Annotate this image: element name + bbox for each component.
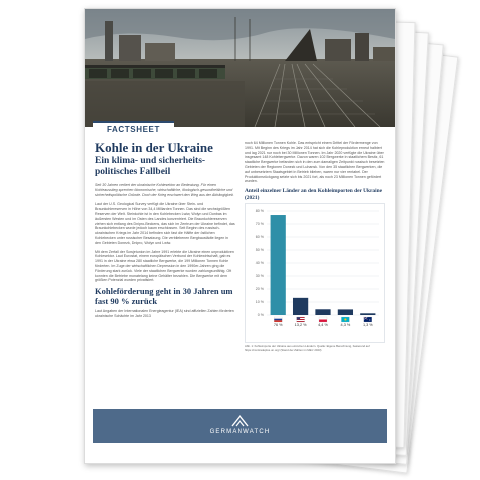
factsheet-page (84, 8, 396, 464)
right-column (245, 141, 385, 353)
y-tick-label: 60 % (255, 235, 264, 240)
germanwatch-logo-icon (230, 414, 250, 428)
poland-flag-icon (319, 317, 327, 320)
usa-flag-icon (297, 320, 305, 321)
bar-value-label: 4,4 % (318, 322, 328, 327)
chart-source-note: Abb. 1: Kohleimporte der Ukraine aus einzelnen Ländern. Quelle: Eigene Berechnung, basierend auf https://comtradeplus.un.org/ (Stand der Zahlen im März 2023) (245, 343, 370, 352)
russia-flag-icon (274, 317, 282, 319)
y-tick-label: 0 % (257, 313, 264, 318)
bar-value-label: 76 % (273, 322, 283, 327)
chart-bar (360, 313, 375, 315)
factsheet-label: FACTSHEET (93, 121, 174, 137)
lead-paragraph: Seit 30 Jahren verliert der ukrainische Kohlesektor an Bedeutung. Für einen Kohleausstieg sprechen ökonomische, wirtschaftliche, ökologisch-gesundheitliche und sicherheitspolitische Gründe. Doch der Krieg erschwert den Weg aus der Abhängigkeit. (95, 183, 234, 197)
left-column (95, 141, 235, 323)
poland-flag-icon (319, 319, 327, 322)
body-paragraph: Laut Angaben der Internationalen Energieagentur (IEA) sind affiziellen Zahlen förderten ukrainische Schächte im Jahr 2013 (95, 309, 234, 318)
y-tick-label: 20 % (255, 287, 264, 292)
body-paragraph: Laut der U.S. Geological Survey verfügt die Ukraine über Stein- und Braunkohlereserven in Höhe von 34,4 Milliarden Tonnen. Das sind die sechstgrößten Reserven der Welt. Steinkohle ist in den Kohlebecken Lwiw, Wolyn und Donbas im äußersten Westen und im Osten des Landes konzentriert. Die Braunkohlereserven ziehen sich entlang des Dnipro-Beckens, das sich im Zentrum der Ukraine befindet, das Braunkohlebecken wurde jedoch kaum erschlossen. Seit Beginn des russisch-ukrainischen Kriegs im Jahr 2014 befinden sich fast die Hälfte der östlichen Kohlebecken unter russischer Besatzung. Die verbliebenen Bergbaustädte liegen in den Gebieten Donezk, Dnipro, Wolyn und Lwiw. (95, 202, 235, 245)
y-tick-label: 40 % (255, 261, 264, 266)
footer-band (93, 409, 387, 443)
chart-bar (338, 309, 353, 315)
coal-imports-chart (245, 203, 385, 343)
australia-flag-icon (369, 319, 370, 320)
section-heading: Kohleförderung geht in 30 Jahren um fast 90 % zurück (95, 286, 233, 306)
hero-photo-coal-yard (85, 9, 395, 127)
body-paragraph: noch 64 Millionen Tonnen Kohle. Das entspricht einem Drittel der Fördermenge von 1991. Mit Beginn des Kriegs im Jahr 2014 hat sich die Kohleproduktion erneut halbiert und lag 2021 nur noch bei 30 Millionen Tonnen. Im Jahr 2020 verfügte die Ukraine über insgesamt 148 Kohlebergwerke. Davon waren 102 Bergwerke in staatlichem Besitz, 61 staatliche Bergwerke befanden sich in den zum damaligen Zeitpunkt russisch besetzten Gebieten der Regionen Donezk und Luhansk. Von den 35 staatlichen Bergwerken, die auf unbesetztem Staatsgebiet in Betrieb blieben, waren nur vier rentabel. Der Produktionsrückgang setzte sich bis 2021 fort, als noch 23 Millionen Tonnen gefördert wurden. (245, 141, 385, 184)
chart-bar (315, 309, 330, 315)
y-tick-label: 10 % (255, 300, 264, 305)
y-tick-label: 30 % (255, 274, 264, 279)
y-tick-label: 70 % (255, 222, 264, 227)
body-paragraph: Mit dem Zerfall der Sowjetunion im Jahre 1991 erlebte die Ukraine einen unproduktiven Kohlesektor. Laut Eurostat, einem europäischen Verbund der Kohlewirtschaft, gab es 1991 in der Ukraine etwa 280 staatliche Bergwerke, die 199 Millionen Tonnen Kohle förderten. Im Zuge der wirtschaftlichen Depression in den 1990er-Jahren ging die Förderung stark zurück. Viele der staatlichen Bergwerke wurden zahlungsunfähig. Oft konnten die Betriebe monatelang keine Gehälter bezahlen. Die Bergwerke mit dem größten Potenzial wurden privatisiert. (95, 249, 234, 283)
russia-flag-icon (274, 320, 282, 322)
chart-frame (246, 203, 385, 342)
brand-name: GERMANWATCH (209, 429, 271, 435)
chart-bar (271, 215, 286, 315)
y-tick-label: 50 % (255, 248, 264, 253)
bar-value-label: 4,3 % (340, 322, 351, 327)
document-title: Kohle in der Ukraine (95, 140, 213, 155)
usa-flag-icon (297, 321, 305, 322)
kazakhstan-flag-icon (344, 318, 346, 320)
y-tick-label: 80 % (255, 209, 264, 214)
document-subtitle: Ein klima- und sicherheits-politisches Fallbeil (95, 156, 206, 177)
chart-bar (293, 298, 308, 315)
usa-flag-icon (297, 317, 301, 320)
russia-flag-icon (274, 319, 282, 321)
chart-title: Anteil einzelner Länder an den Kohleimporten der Ukraine (2021) (245, 188, 383, 201)
bar-value-label: 1,3 % (362, 322, 373, 327)
chart-canvas (245, 203, 385, 343)
bar-value-label: 13,2 % (294, 322, 307, 327)
